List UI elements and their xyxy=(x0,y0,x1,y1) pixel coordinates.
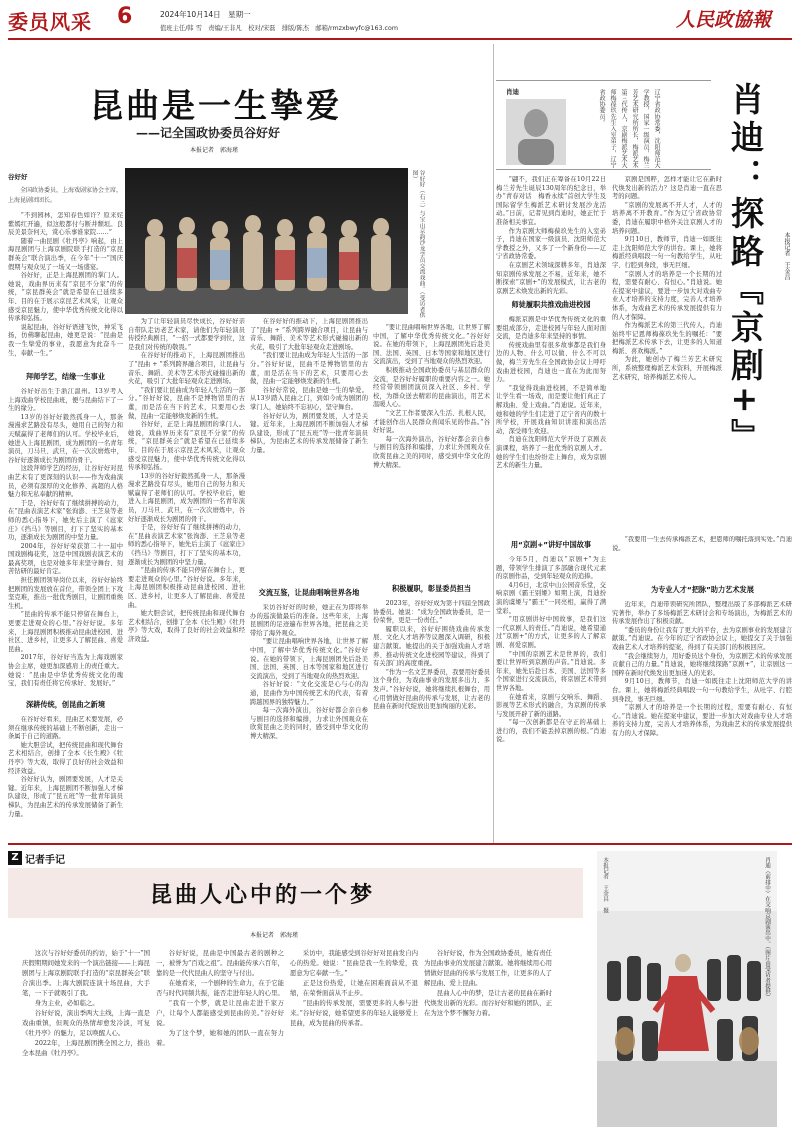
subheading-1: 拜师学艺，结缘一生事业 xyxy=(25,372,106,381)
subheading-4: 积极履职，彰显委员担当 xyxy=(391,584,472,593)
article1-col4-bot xyxy=(373,600,490,838)
masthead xyxy=(0,0,799,42)
stage-photo-image xyxy=(125,168,408,314)
article-title: 昆曲是一生挚爱 xyxy=(90,86,342,125)
xiaodi-profile-label: 肖迪 xyxy=(506,88,519,96)
paragraph: “中国的京剧艺术是世界的，我们要让世界听到京剧的声音。”肖迪说。多年来，她先后赴日本、美国、法国等多个国家进行交流演出，将京剧艺术带到世界各地。 xyxy=(496,650,606,692)
paragraph: “我们要让昆曲成为年轻人生活的一部分。”谷好好说，昆曲不是博物馆里的古董，而是活在当下的艺术，只要用心去做，昆曲一定能够焕发新的生机。 xyxy=(128,386,245,420)
notes-byline: 本报记者 郭海瑾 xyxy=(250,932,299,939)
paragraph: 2004年，谷好好荣获第二十一届中国戏剧梅花奖，这是中国戏剧表演艺术的最高奖项，也是对她多年来坚守舞台、刻苦钻研的最好肯定。 xyxy=(8,542,123,576)
paragraph: 每一次海外演出，谷好好都会亲自参与剧目的选择和编排，力求让外国观众在欣赏昆曲之美的同时，感受到中华文化的博大精深。 xyxy=(250,707,368,740)
section-title: 委员风采 xyxy=(8,10,92,34)
portrait-photo xyxy=(506,99,566,165)
portrait-image xyxy=(506,99,566,165)
paragraph: 在谷好好看来，昆曲艺术要发展，必须在继承传统的基础上不断创新，走出一条属于自己的道路。 xyxy=(8,716,123,741)
editor-credits: 值班主任/韩 雪 责编/王非凡 校对/宋磊 排版/陈杰 邮箱/rmzxbwyfc@163.com xyxy=(160,25,398,32)
paragraph: 履职以来，谷好好围绕戏曲传承发展、文化人才培养等议题深入调研，积极建言献策。她提出的关于加强戏曲人才培养、推动传统文化进校园等建议，得到了有关部门的高度重视。 xyxy=(373,625,490,668)
issue-date: 2024年10月14日 星期一 xyxy=(160,10,251,19)
stage-photo xyxy=(125,168,408,314)
article-subtitle: ——记全国政协委员谷好好 xyxy=(136,126,281,140)
notes-section-title: 记者手记 xyxy=(25,855,65,866)
paragraph: “要让昆曲唱响世界各地，让世界了解中国，了解中华优秀传统文化。”谷好好说。在她的带领下，上海昆剧团先后赴美国、法国、英国、日本等国家和地区进行交流演出，受到了当地观众的热烈欢迎。 xyxy=(373,324,490,366)
paragraph: “我们要让昆曲成为年轻人生活的一部分。”谷好好说，昆曲不是博物馆里的古董，而是活在当下的艺术，只要用心去做，昆曲一定能够焕发新的生机。 xyxy=(250,352,368,386)
notes-col2 xyxy=(156,948,284,1126)
paragraph: 担任剧团领导岗位以来，谷好好始终把剧团的发展放在首位，带领全团上下攻坚克难，推出一批优秀剧目，让剧团重焕生机。 xyxy=(8,577,123,610)
notes-badge xyxy=(8,851,22,865)
paragraph: 谷好好说，演出季两大主线，上海一直是戏曲重镇，但观众的热情却愈发冷淡，可复《牡丹亭》的魅力，足以唤醒人心。 xyxy=(22,1009,150,1037)
page-number: 6 xyxy=(117,4,133,29)
paragraph: 采访中，我能感受到谷好好对昆曲发自内心的热爱。她说：“昆曲是我一生的挚爱，我愿意为它奉献一生。” xyxy=(290,949,418,977)
article1-col1-top xyxy=(8,212,123,362)
paragraph: 谷好好说：“文化交流是心与心的沟通，昆曲作为中国传统艺术的代表，有着跨越国界的独特魅力。” xyxy=(250,681,368,706)
paragraph: 谷好好，正是上海昆剧团的掌门人。她说，戏曲界历来有“京昆不分家”的传统，“京昆群英会”就是希望在已延续多年、目的在于展示京昆艺术风采，让观众感受京昆魅力，使中华优秀传统文化得以传承和弘扬。 xyxy=(8,272,123,323)
paragraph: 肖迪在沈阳师范大学开设了京剧表演课程，培养了一批优秀的京剧人才。她的学生们也纷纷走上舞台，成为京剧艺术的新生力量。 xyxy=(496,436,606,470)
article1-col2 xyxy=(128,318,245,838)
paragraph: 在京剧艺术领域深耕多年，肖迪深知京剧传承发展之不易，近年来，她不断探索“京剧+”的发展模式，让古老的京剧艺术焕发出新的光彩。 xyxy=(496,261,606,295)
article2-colC-top xyxy=(612,536,792,576)
paragraph: 谷好好认为，剧团要发展，人才是关键。近年来，上海昆剧团不断加强人才梯队建设，形成了“昆五班”等一批青年演员梯队，为昆曲艺术的传承发展储备了新生力量。 xyxy=(250,412,368,454)
paragraph: 谷好好说，作为全国政协委员，她有责任为昆曲事业的发展建言献策。她将继续用心用情做好昆曲的传承与发展工作，让更多的人了解昆曲、爱上昆曲。 xyxy=(424,949,552,987)
paragraph: 13岁的谷好好毅然孤身一人，那条漫漫求艺路没有尽头，她用自己的努力和天赋赢得了老师们的认可。学校毕业后，她进入上海昆剧团，成为剧团的一名青年演员，刀马旦、武旦，在一次次磨炼中，谷好好逐渐成长为剧团的骨干。 xyxy=(8,413,123,464)
article1-col1-end xyxy=(8,716,123,840)
paragraph: 为了让年轻演员尽快成长，谷好好亲自带队走访老艺术家，请他们为年轻演员传授经典剧目，“一招一式都要学到位，这是我们对传统的敬畏。” xyxy=(128,318,245,351)
newspaper-logo: 人民政協報 xyxy=(676,9,772,31)
orchestra-photo-image xyxy=(597,851,777,1127)
paragraph: 9月10日，教师节，肖迪一如既往走上沈阳师范大学的讲台。课上，她将梅派经典唱段一句一句教给学生，从吐字、行腔到身段，事无巨细。 xyxy=(612,236,722,269)
article2-colA-bot xyxy=(496,556,606,838)
paragraph: 13岁的谷好好毅然孤身一人，那条漫漫求艺路没有尽头，她用自己的努力和天赋赢得了老师们的认可。学校毕业后，她进入上海昆剧团，成为剧团的一名青年演员，刀马旦、武旦，在一次次磨炼中，谷好好逐渐成长为剧团的骨干。 xyxy=(128,472,245,523)
paragraph: 昆曲人心中的梦，是让古老的昆曲在新时代焕发出新的光彩。而谷好好和她的团队，正在为这个梦不懈努力着。 xyxy=(424,989,552,1017)
divider-main xyxy=(493,44,494,844)
article1-col1-mid xyxy=(8,388,123,688)
paragraph: 她大胆尝试，把传统昆曲和现代舞台艺术相结合，创排了全本《长生殿》《牡丹亭》等大戏，取得了良好的社会效益和经济效益。 xyxy=(128,610,245,643)
paragraph: 梅派京剧是中华优秀传统文化的重要组成部分，走进校园与年轻人面对面交流，是肖迪多年来坚持的事情。 xyxy=(496,316,606,341)
notes-title: 昆曲人心中的一个梦 xyxy=(150,882,376,908)
paragraph: 说起昆曲，谷好好语速飞快，神采飞扬，仿佛聊起昆曲，她更是说：“昆曲是我一生挚爱的事业，我愿意为此奋斗一生，奉献一生。” xyxy=(8,323,123,357)
paragraph: 谷好好，正是上海昆剧团的掌门人。她说，戏曲界历来有“京昆不分家”的传统，“京昆群英会”就是希望在已延续多年、目的在于展示京昆艺术风采，让观众感受京昆魅力，使中华优秀传统文化得以传承和弘扬。 xyxy=(128,421,245,472)
paragraph: “不到园林，怎知春色如许？原来姹紫嫣红开遍，似这般都付与断井颓垣。良辰美景奈何天，赏心乐事谁家院……” xyxy=(8,212,123,237)
paragraph: “京剧人才的培养是一个长期的过程，需要有耐心、有恒心。”肖迪说。她在提案中建议，要进一步加大对戏曲专业人才培养的支持力度，完善人才培养体系，为戏曲艺术的传承发展提供有力的人才保障。 xyxy=(612,270,722,321)
subheading-2: 深耕传统，创昆曲之新境 xyxy=(25,700,106,709)
orchestra-photo-caption: 肖迪（前排中）在交响京剧演出中。（图片由受访者提供） xyxy=(764,857,770,1000)
article2-colA-mid xyxy=(496,316,606,532)
paragraph: 作为京剧大师梅葆玖先生的入室弟子，肖迪在国家一级演员、沈阳师范大学教授之外，又多了一个新身份——辽宁省政协常委。 xyxy=(496,227,606,261)
paragraph: 传统戏曲里有很多故事都是我们身边的人物、什么可以做、什么不可以做，梅兰芳先生在全国政协会议上呼吁戏曲进校园，肖迪也一直在为此而努力。 xyxy=(496,341,606,384)
paragraph: 于是，谷好好有了继续拼搏的动力，在“昆曲表演艺术家”张洵澎、王芝泉等老师的悉心指导下，她先后主演了《扈家庄》《挡马》等剧目，打下了坚实的基本功，逐渐成长为剧团的中坚力量。 xyxy=(8,499,123,542)
paragraph: 为此，她创办了梅兰芳艺术研究所，系统整理梅派艺术资料，开展梅派艺术研究，培养梅派艺术传人。 xyxy=(612,356,722,381)
xiaodi-byline: 本报记者 王金昌 xyxy=(783,232,790,280)
paragraph: “京剧人才的培养是一个长期的过程，需要有耐心、有恒心。”肖迪说。她在提案中建议，要进一步加大对戏曲专业人才培养的支持力度，完善人才培养体系，为戏曲艺术的传承发展提供有力的人才保障。 xyxy=(612,704,792,737)
paragraph: “我觉得戏曲进校园，不是简单地让学生看一场戏，而是要让他们真正了解戏曲、爱上戏曲。”肖迪说。近年来，她和她的学生们走进了辽宁省内的数十所学校，开展戏曲知识讲座和演出活动，深受师生欢迎。 xyxy=(496,384,606,435)
paragraph: 这次与谷好好委员的约访，始于“十一”国庆假期期间她发来的一个演出链接——上海昆剧团与上海京剧院联手打造的“京昆群英会”联合演出季。上海大剧院连演十场昆曲，大手笔，一下子就吸引了我。 xyxy=(22,949,150,997)
article2-colC-bot xyxy=(612,601,792,838)
article-byline: 本报记者 郭海瑾 xyxy=(190,147,239,154)
photo-caption: 谷好好（右三）与宝山京韵沙龙学员交流戏曲。（受访者供图） xyxy=(411,170,424,318)
notes-col1 xyxy=(22,948,150,1126)
paragraph: “我会继续努力，用好委员这个身份，为京剧艺术的传承发展贡献自己的力量。”肖迪说，她将继续探路“京剧+”，让京剧这一国粹在新时代焕发出更加迷人的光彩。 xyxy=(612,652,792,677)
paragraph: 在谷好好的推动下，上海昆剧团推出了“昆曲 + ”系列跨界融合项目，让昆曲与音乐、舞蹈、美术等艺术形式碰撞出新的火花，吸引了大批年轻观众走进剧场。 xyxy=(128,352,245,386)
xiaodi-profile-text: 辽宁省政协常委，沈阳师范大学教授，国家一级演员，梅兰芳艺术研究所所长，梅派艺术第三代传人，京剧梅派艺术大师梅葆玖先生入室弟子，辽宁省政协委员。 xyxy=(598,89,660,169)
paragraph: 谷好好说，昆曲是中国最古老的剧种之一，被誉为“百戏之祖”。昆曲能传承六百年，靠的是一代代昆曲人的坚守与付出。 xyxy=(156,949,284,977)
paragraph: “每一次创新都是在守正的基础上进行的，我们不能丢掉京剧的根。”肖迪说。 xyxy=(496,719,606,744)
profile-label: 谷好好 xyxy=(8,173,28,181)
paragraph: 在她看来，一个剧种的生命力，在于它能否与时代同频共振，能否走进年轻人的心里。 xyxy=(156,979,284,997)
xiaodi-subheading-2: 用“京剧+”讲好中国故事 xyxy=(510,540,592,549)
paragraph: “京剧的发展离不开人才，人才的培养离不开教育。”作为辽宁省政协常委，肖迪在履职中格外关注京剧人才的培养问题。 xyxy=(612,201,722,235)
paragraph: 采访谷好好的时候，她正在为即将举办的巡演做最后的准备。这些年来，上海昆剧团的足迹遍布世界各地，把昆曲之美带给了海外观众。 xyxy=(250,604,368,637)
paragraph: “翩不，我们正在筹备在10月22日梅兰芳先生诞辰130周年的纪念日，举办“青春对话 梅香永续”首创大学生及国际留学生梅派艺术研讨发展沙龙活动。”日前，记者见到肖迪时，她正忙于准备相关事宜。 xyxy=(496,176,606,226)
paragraph: “昆曲的传承不能只停留在舞台上，更要走进观众的心里。”谷好好说。多年来，上海昆剧团积极推动昆曲进校园、进社区、进乡村，让更多人了解昆曲、喜爱昆曲。 xyxy=(8,611,123,653)
paragraph: 随着一曲昆剧《牡丹亭》响起，由上海昆剧团与上海京剧院联手打造的“京昆群英会”联合演出季，在今年“十一”国庆假期与观众见了一场又一场盛宴。 xyxy=(8,237,123,271)
paragraph: 2017年，谷好好当选为上海戏剧家协会主席，她更加深感肩上的责任重大。她说：“昆曲是中华优秀传统文化的瑰宝，我们有责任将它传承好、发展好。” xyxy=(8,654,123,688)
xiaodi-title: 肖迪：探路『京剧+』 xyxy=(726,82,765,457)
paragraph: 今年5月，肖迪以“京剧+”为主题，带领学生排演了多部融合现代元素的京剧作品，受到年轻观众的追捧。 xyxy=(496,556,606,581)
notes-badge-letter: Z xyxy=(11,852,19,863)
paragraph: 2022年，上海昆剧团携全国之力，推出全本昆曲《牡丹亭》。 xyxy=(22,1039,150,1057)
orchestra-photo xyxy=(597,851,777,1127)
article1-col3-top xyxy=(250,318,368,576)
paragraph: 京剧是国粹，怎样才能让它在新时代焕发出新的活力？这是肖迪一直在思考的问题。 xyxy=(612,176,722,201)
paragraph: 积极推动全国政协委员与基层群众的交流，是谷好好履职的重要内容之一。她经常带领剧团演员深入社区、乡村、学校，为群众送去精彩的昆曲演出，用艺术温暖人心。 xyxy=(373,366,490,409)
paragraph: 近年来，肖迪带领研究所团队，整理出版了多部梅派艺术研究著作，举办了多场梅派艺术研讨会和专场演出，为梅派艺术的传承发展作出了积极贡献。 xyxy=(612,601,792,626)
paragraph: “文艺工作者要深入生活、扎根人民，才能创作出人民群众喜闻乐见的作品。”谷好好说。 xyxy=(373,409,490,435)
paragraph: 谷好好出生于浙江温州。13岁考入上海戏曲学校昆曲班，便与昆曲结下了一生的缘分。 xyxy=(8,388,123,413)
article2-colA-top xyxy=(496,176,606,296)
paragraph: 正是这份热爱，让她在困难面前从不退缩，在荣誉面前从不止步。 xyxy=(290,979,418,997)
paragraph: 身为主业，必如临之。 xyxy=(34,999,99,1007)
paragraph: 在谷好好的推动下，上海昆剧团推出了“昆曲 + ”系列跨界融合项目，让昆曲与音乐、舞蹈、美术等艺术形式碰撞出新的火花，吸引了大批年轻观众走进剧场。 xyxy=(250,318,368,351)
paragraph: “昆曲的传承不能只停留在舞台上，更要走进观众的心里。”谷好好说。多年来，上海昆剧团积极推动昆曲进校园、进社区、进乡村，让更多人了解昆曲、喜爱昆曲。 xyxy=(128,567,245,609)
paragraph: 2023年，谷好好成为第十四届全国政协委员。她说：“成为全国政协委员，是一份荣誉，更是一份责任。” xyxy=(373,600,490,625)
paragraph: 在她看来，京剧与交响乐、舞蹈、影视等艺术形式的融合，为京剧的传承与发展开辟了新的道路。 xyxy=(496,693,606,718)
paragraph: 谷好好常说，昆曲是她一生的挚爱。从13岁踏入昆曲之门，到如今成为剧团的掌门人，她始终不忘初心，坚守舞台。 xyxy=(250,386,368,411)
profile-box xyxy=(8,172,123,214)
paragraph: “昆曲的传承发展，需要更多的人参与进来。”谷好好说，她希望更多的年轻人能够爱上昆曲，成为昆曲的传承者。 xyxy=(290,999,418,1027)
paragraph: 9月10日，教师节，肖迪一如既往走上沈阳师范大学的讲台。课上，她将梅派经典唱段一句一句教给学生，从吐字、行腔到身段，事无巨细。 xyxy=(612,678,792,703)
profile-text: 全国政协委员，上海戏剧家协会主席，上海昆剧团团长。 xyxy=(8,187,123,204)
paragraph: “我要用一生去传承梅派艺术，把恩师的嘱托落到实处。”肖迪说。 xyxy=(612,536,792,552)
masthead-rule xyxy=(8,38,792,40)
article1-col4-top xyxy=(373,324,490,576)
divider-bottom xyxy=(8,843,792,845)
paragraph: “要让昆曲唱响世界各地，让世界了解中国，了解中华优秀传统文化。”谷好好说。在她的带领下，上海昆剧团先后赴美国、法国、英国、日本等国家和地区进行交流演出，受到了当地观众的热烈欢迎。 xyxy=(250,638,368,680)
notes-col3 xyxy=(290,948,418,1126)
paragraph: “用京剧讲好中国故事，是我们这一代京剧人的责任。”肖迪说，她希望通过“京剧+”的方式，让更多的人了解京剧、喜爱京剧。 xyxy=(496,616,606,649)
article2-colB-top xyxy=(612,176,722,532)
xiaodi-subheading-3: 为专业人才“把脉”助力艺术发展 xyxy=(651,585,754,594)
xiaodi-profile-box xyxy=(496,80,711,170)
paragraph: 作为梅派艺术的第三代传人，肖迪始终牢记恩师梅葆玖先生的嘱托：“要把梅派艺术传承下去，让更多的人知道梅派、喜欢梅派。” xyxy=(612,322,722,355)
orchestra-photo-credit: 本报记者 王金昌 摄 xyxy=(602,857,608,913)
paragraph: “委员的身份让我有了更大的平台，去为京剧事业的发展建言献策。”肖迪说。在今年的辽宁省政协会议上，她提交了关于加强戏曲艺术人才培养的提案，得到了有关部门的积极回应。 xyxy=(612,626,792,651)
paragraph: “我有一个梦，就是让昆曲走进千家万户，让每个人都能感受到昆曲的美。”谷好好说。 xyxy=(156,999,284,1027)
notes-col4 xyxy=(424,948,552,1126)
xiaodi-subheading-1: 师徒履职共推戏曲进校园 xyxy=(511,300,591,309)
paragraph: 每一次海外演出，谷好好都会亲自参与剧目的选择和编排，力求让外国观众在欣赏昆曲之美的同时，感受到中华文化的博大精深。 xyxy=(373,435,490,469)
paragraph: 这段拜师学艺的经历，让谷好好对昆曲艺术有了更深刻的认识——作为戏曲演员，必须有深厚的文化修养、高超的人格魅力和无私奉献的精神。 xyxy=(8,465,123,499)
paragraph: 谷好好认为，剧团要发展，人才是关键。近年来，上海昆剧团不断加强人才梯队建设，形成了“昆五班”等一批青年演员梯队，为昆曲艺术的传承发展储备了新生力量。 xyxy=(8,776,123,818)
paragraph: “作为一名文艺界委员，我要用好委员这个身份，为戏曲事业的发展多出力、多发声。”谷好好说，她将继续扎根舞台，用心用情做好昆曲的传承与发展，让古老的昆曲在新时代绽放出更加绚丽的光彩。 xyxy=(373,668,490,711)
paragraph: 为了这个梦，她和她的团队一直在努力着。 xyxy=(156,1029,284,1047)
paragraph: 她大胆尝试，把传统昆曲和现代舞台艺术相结合，创排了全本《长生殿》《牡丹亭》等大戏，取得了良好的社会效益和经济效益。 xyxy=(8,741,123,775)
paragraph: 4月6日，北京中山公园音乐堂，交响京剧《霸王别姬》如期上演，肖迪扮演的虞姬与“霸王”一同亮相，赢得了满堂彩。 xyxy=(496,581,606,615)
article1-col3-bot xyxy=(250,604,368,838)
subheading-3: 交流互鉴，让昆曲唱响世界各地 xyxy=(258,588,360,597)
paragraph: 于是，谷好好有了继续拼搏的动力，在“昆曲表演艺术家”张洵澎、王芝泉等老师的悉心指导下，她先后主演了《扈家庄》《挡马》等剧目，打下了坚实的基本功，逐渐成长为剧团的中坚力量。 xyxy=(128,524,245,566)
